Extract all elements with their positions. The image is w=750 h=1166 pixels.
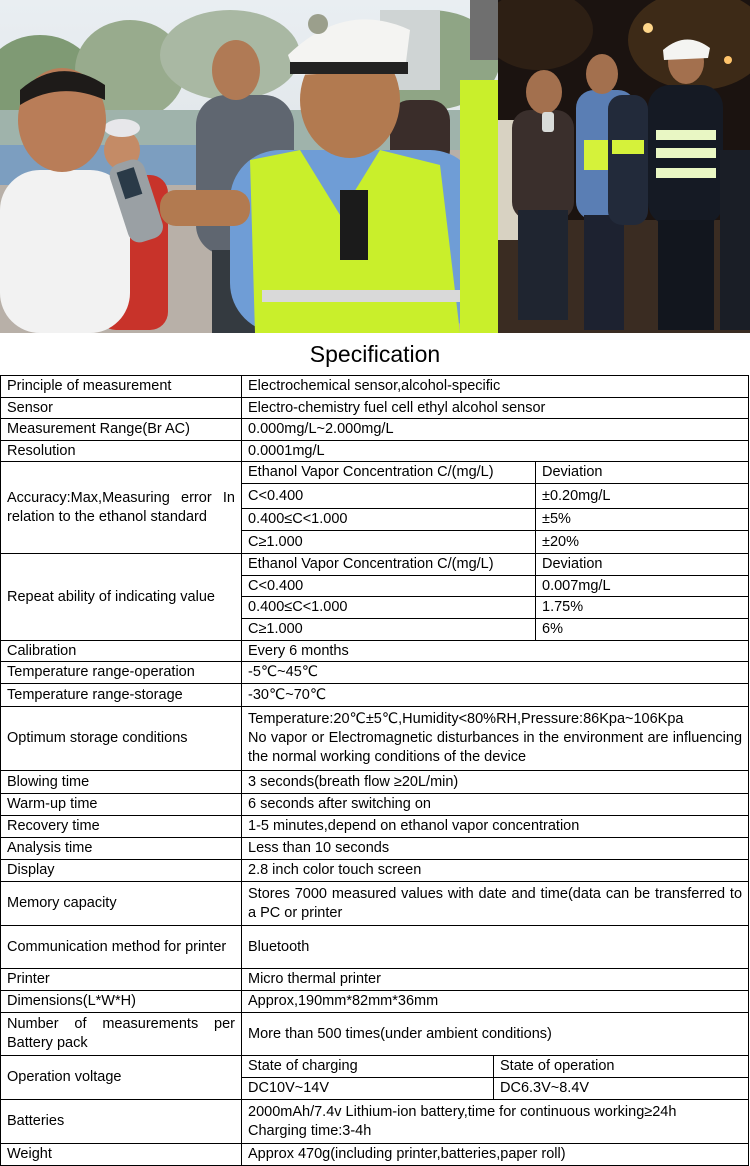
value-measurements: More than 500 times(under ambient conditions) — [242, 1013, 749, 1056]
table-row-storage-conditions — [1, 707, 749, 771]
table-row-blowing — [1, 771, 749, 794]
specification-title: Specification — [309, 341, 441, 367]
value-sensor: Electro-chemistry fuel cell ethyl alcohol sensor — [242, 398, 749, 419]
table-row-accuracy-header — [1, 462, 749, 484]
value-principle: Electrochemical sensor,alcohol-specific — [242, 376, 749, 398]
voltage-charging: DC10V~14V — [242, 1078, 494, 1100]
label-printer: Printer — [1, 969, 242, 991]
accuracy-head-deviation: Deviation — [536, 462, 749, 484]
label-analysis: Analysis time — [1, 838, 242, 860]
daytime-breath-test-photo — [0, 0, 498, 333]
repeat-deviation-1: 0.007mg/L — [536, 576, 749, 597]
table-row-recovery — [1, 816, 749, 838]
label-display: Display — [1, 860, 242, 882]
repeat-deviation-2: 1.75% — [536, 597, 749, 619]
table-row-memory — [1, 882, 749, 926]
label-principle: Principle of measurement — [1, 376, 242, 398]
table-row-sensor — [1, 398, 749, 419]
label-calibration: Calibration — [1, 641, 242, 662]
value-temp-storage: -30℃~70℃ — [242, 684, 749, 707]
table-row-analysis — [1, 838, 749, 860]
value-communication: Bluetooth — [242, 926, 749, 969]
accuracy-concentration-3: C≥1.000 — [242, 531, 536, 554]
accuracy-head-concentration: Ethanol Vapor Concentration C/(mg/L) — [242, 462, 536, 484]
repeat-concentration-1: C<0.400 — [242, 576, 536, 597]
table-row-warmup — [1, 794, 749, 816]
batteries-line-2: Charging time:3-4h — [248, 1122, 372, 1139]
label-range: Measurement Range(Br AC) — [1, 419, 242, 441]
label-accuracy: Accuracy:Max,Measuring error In relation to the ethanol standard — [1, 462, 242, 554]
value-display: 2.8 inch color touch screen — [242, 860, 749, 882]
value-printer: Micro thermal printer — [242, 969, 749, 991]
value-range: 0.000mg/L~2.000mg/L — [242, 419, 749, 441]
label-weight: Weight — [1, 1144, 242, 1166]
label-blowing: Blowing time — [1, 771, 242, 794]
value-blowing: 3 seconds(breath flow ≥20L/min) — [242, 771, 749, 794]
table-row-range — [1, 419, 749, 441]
repeat-concentration-2: 0.400≤C<1.000 — [242, 597, 536, 619]
photo-banner — [0, 0, 750, 333]
table-row-dimensions — [1, 991, 749, 1013]
label-communication: Communication method for printer — [1, 926, 242, 969]
accuracy-concentration-2: 0.400≤C<1.000 — [242, 509, 536, 531]
label-temp-operation: Temperature range-operation — [1, 662, 242, 684]
value-resolution: 0.0001mg/L — [242, 441, 749, 462]
value-memory: Stores 7000 measured values with date and time(data can be transferred to a PC or printer — [242, 882, 749, 926]
table-row-printer — [1, 969, 749, 991]
label-memory: Memory capacity — [1, 882, 242, 926]
label-recovery: Recovery time — [1, 816, 242, 838]
batteries-line-1: 2000mAh/7.4v Lithium-ion battery,time for continuous working≥24h — [248, 1103, 677, 1120]
table-row-measurements — [1, 1013, 749, 1056]
label-dimensions: Dimensions(L*W*H) — [1, 991, 242, 1013]
label-sensor: Sensor — [1, 398, 242, 419]
label-resolution: Resolution — [1, 441, 242, 462]
voltage-head-operation: State of operation — [494, 1056, 749, 1078]
table-row-repeat-header — [1, 554, 749, 576]
table-row-batteries — [1, 1100, 749, 1144]
table-row-calibration — [1, 641, 749, 662]
label-batteries: Batteries — [1, 1100, 242, 1144]
label-storage-conditions: Optimum storage conditions — [1, 707, 242, 771]
label-repeat: Repeat ability of indicating value — [1, 554, 242, 641]
value-batteries — [242, 1100, 749, 1144]
table-row-display — [1, 860, 749, 882]
repeat-concentration-3: C≥1.000 — [242, 619, 536, 641]
label-measurements: Number of measurements per Battery pack — [1, 1013, 242, 1056]
value-weight: Approx 470g(including printer,batteries,paper roll) — [242, 1144, 749, 1166]
table-row-resolution — [1, 441, 749, 462]
value-calibration: Every 6 months — [242, 641, 749, 662]
accuracy-deviation-2: ±5% — [536, 509, 749, 531]
value-temp-operation: -5℃~45℃ — [242, 662, 749, 684]
accuracy-deviation-1: ±0.20mg/L — [536, 484, 749, 509]
storage-conditions-line-1: Temperature:20℃±5℃,Humidity<80%RH,Pressure:86Kpa~106Kpa — [248, 711, 684, 727]
value-storage-conditions — [242, 707, 749, 771]
repeat-deviation-3: 6% — [536, 619, 749, 641]
label-voltage: Operation voltage — [1, 1056, 242, 1100]
voltage-operation: DC6.3V~8.4V — [494, 1078, 749, 1100]
accuracy-deviation-3: ±20% — [536, 531, 749, 554]
nighttime-checkpoint-photo — [498, 0, 750, 333]
table-row-temp-operation — [1, 662, 749, 684]
table-row-principle — [1, 376, 749, 398]
value-recovery: 1-5 minutes,depend on ethanol vapor concentration — [242, 816, 749, 838]
table-row-weight — [1, 1144, 749, 1166]
specification-table — [0, 375, 749, 1166]
repeat-head-deviation: Deviation — [536, 554, 749, 576]
voltage-head-charging: State of charging — [242, 1056, 494, 1078]
table-row-communication — [1, 926, 749, 969]
storage-conditions-line-2: No vapor or Electromagnetic disturbances in the environment are influencing the normal working conditions of the device — [248, 730, 743, 765]
label-warmup: Warm-up time — [1, 794, 242, 816]
repeat-head-concentration: Ethanol Vapor Concentration C/(mg/L) — [242, 554, 536, 576]
value-warmup: 6 seconds after switching on — [242, 794, 749, 816]
table-row-temp-storage — [1, 684, 749, 707]
value-analysis: Less than 10 seconds — [242, 838, 749, 860]
table-row-voltage-header — [1, 1056, 749, 1078]
value-dimensions: Approx,190mm*82mm*36mm — [242, 991, 749, 1013]
accuracy-concentration-1: C<0.400 — [242, 484, 536, 509]
label-temp-storage: Temperature range-storage — [1, 684, 242, 707]
